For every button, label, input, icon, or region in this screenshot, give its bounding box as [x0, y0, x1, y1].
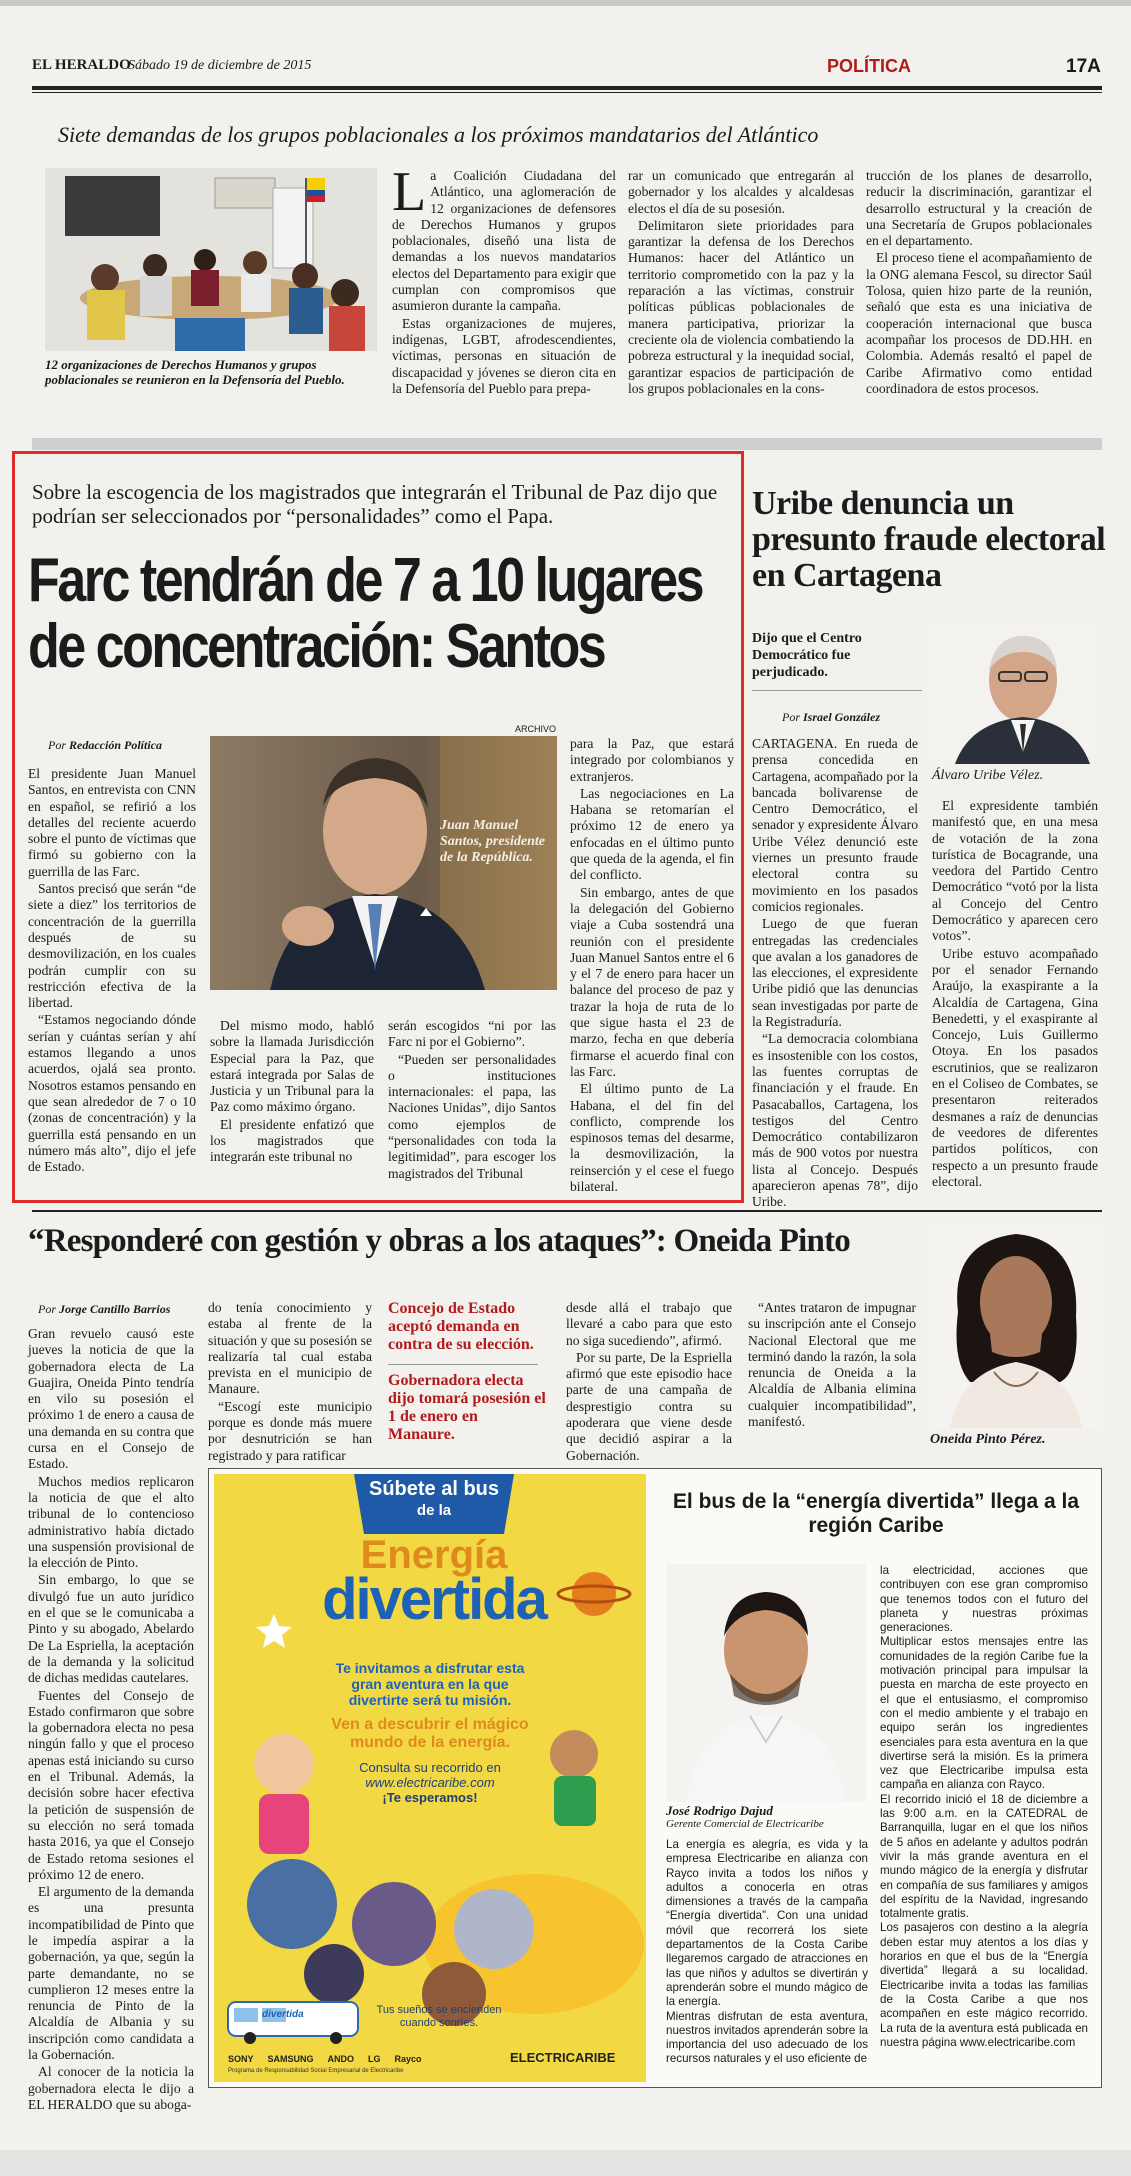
uribe-byline-name: Israel González — [803, 710, 881, 724]
sponsor-logo: ANDO — [327, 2054, 355, 2064]
farc-byline-prefix: Por — [48, 738, 66, 752]
uribe-headline: Uribe denuncia un presunto fraude electoral en Cartagena — [752, 485, 1106, 594]
ad-wait: ¡Te esperamos! — [382, 1790, 478, 1805]
pinto-byline — [38, 1302, 170, 1317]
ad-article-col1-p2: Mientras disfrutan de esta aventura, nuestros invitados aprenderán sobre la importancia del uso adecuado de los recursos naturales y el uso eficiente de — [666, 2009, 868, 2066]
pinto-photo — [930, 1222, 1102, 1428]
pinto-col1-p4: Fuentes del Consejo de Estado confirmaron que sobre la gobernadora electa no pesa ningún fallo y que el proceso apenas está iniciando su curso en el Tribunal. Además, la decisión sobre hacer efectiva la petición de suspensión de su elección no será tomada hasta 2016, ya que el Consejo de Estado retoma sesiones el próximo 12 de enero. — [28, 1687, 194, 1882]
uribe-byline-prefix: Por — [782, 710, 800, 724]
ad-tagline-2: de la — [416, 1502, 452, 1519]
uribe-deck-rule — [752, 690, 922, 691]
uribe-col2 — [932, 798, 1098, 1191]
farc-col1-p2: Santos precisó que serán “de siete a diez” los territorios de concentración de la guerrilla después de su desmovilización, en los cuales podrán cumplir con su restricción efectiva de la libertad. — [28, 881, 196, 1011]
farc-byline-name: Redacción Política — [69, 738, 162, 752]
top-story-col2-p2: Delimitaron siete prioridades para garantizar la defensa de los Derechos Humanos: hacer del Atlántico un territorio comprometido con la paz y la reparación a las víctimas, construir políticas públicas poblacionales de manera participativa, priorizar la creciente ola de violencia combatiendo la pobreza estructural y la inequidad social, garantizar espacios de participación de los grupos poblacionales en la cons- — [628, 217, 854, 396]
top-story-lede: a Coalición Ciudadana del Atlántico, una aglomeración de 12 organizaciones de defensores de Derechos Humanos y grupos poblacionales, diseñó una lista de demandas a los nuevos mandatarios electos del Departamento para exigir que cumplan con compromisos que asumieron durante la campaña. — [392, 168, 616, 314]
pinto-top-rule — [32, 1210, 1102, 1212]
pinto-byline-name: Jorge Cantillo Barrios — [59, 1302, 171, 1316]
farc-col4 — [570, 736, 734, 1196]
top-story-col2 — [628, 168, 854, 398]
pinto-col5-p1: “Antes trataron de impugnar su inscripción ante el Consejo Nacional Electoral que me terminó dando la razón, la sola renuncia de Oneida a la Alcaldía de Albania elimina cualquier incompatibilidad”, manifestó. — [748, 1300, 916, 1430]
farc-col4-p3: Sin embargo, antes de que la delegación del Gobierno viaje a Cuba sostendrá una reunión con el presidente Juan Manuel Santos entre el 6 y el 7 de enero para hacer un balance del proceso de paz y trazar la hoja de ruta de lo que sigue hasta el 23 de marzo, fecha en que debería firmarse el acuerdo final con las Farc. — [570, 884, 734, 1079]
uribe-col2-p2: Uribe estuvo acompañado por el senador Fernando Araújo, la exaspirante a la Alcaldía de Cartagena, Gina Benedetti, y el exaspirante al Concejo, Luis Guillermo Otoya. En los pasados escrutinios, que se realizaron en el Coliseo de Combates, se presentaron reiterados desmanes a raíz de denuncias de veedores de diferentes partidos políticos, con respecto a un presunto fraude electoral. — [932, 945, 1098, 1189]
pinto-highlight-rule — [388, 1364, 538, 1365]
masthead-rule-thin — [32, 92, 1102, 93]
meeting-photo — [45, 168, 377, 351]
top-story-col1 — [392, 161, 616, 398]
ad-consult: Consulta su recorrido en — [359, 1760, 501, 1775]
uribe-photo — [925, 622, 1100, 764]
sponsor-logo: SAMSUNG — [267, 2054, 314, 2064]
pinto-col4 — [566, 1300, 732, 1465]
farc-kicker: Sobre la escogencia de los magistrados que integrarán el Tribunal de Paz dijo que podrían ser seleccionados por “personalidades” como el Papa. — [32, 480, 718, 528]
ad-invite: Te invitamos a disfrutar esta gran aventura en la que divertirte será tu misión. — [335, 1660, 525, 1708]
ad-company-logo: ELECTRICARIBE — [510, 2050, 616, 2065]
dajud-name: José Rodrigo Dajud — [666, 1803, 773, 1818]
farc-col2-p2: El presidente enfatizó que los magistrados que integrarán este tribunal no — [210, 1116, 374, 1165]
top-story-headline: Siete demandas de los grupos poblacionales a los próximos mandatarios del Atlántico — [58, 122, 819, 147]
pinto-headline: “Responderé con gestión y obras a los ataques”: Oneida Pinto — [28, 1223, 850, 1259]
pinto-col5 — [748, 1300, 916, 1431]
ad-tagline-1: Súbete al bus — [368, 1478, 500, 1500]
top-story-col3-p2: El proceso tiene el acompañamiento de la ONG alemana Fescol, su director Saúl Tolosa, quien hizo parte de la reunión, señaló que esta es una iniciativa de cooperación internacional que busca acompañar los procesos de DD.HH. en Colombia. Además resaltó el papel de Caribe Afirmativo como entidad coordinadora de estos procesos. — [866, 250, 1092, 396]
pinto-col1-p1: Gran revuelo causó este jueves la noticia de que la gobernadora electa de La Guajira, Oneida Pinto tendría en vilo su posesión el próximo 1 de enero a causa de una demanda en su contra que cursa en el Consejo de Estado. — [28, 1326, 194, 1472]
sponsor-logo: LG — [368, 2054, 381, 2064]
farc-col1-p3: “Estamos negociando dónde serían y cuántas serían y ahí estamos llegando a unos acuerdos, ojalá sea pronto. Nosotros estamos pensando en que sean alrededor de 7 o 10 (zonas de concentración) y la guerrilla está pensando en un número más alto”, dijo el jefe de Estado. — [28, 1012, 196, 1175]
ad-brand-2: divertida — [322, 1567, 546, 1632]
drop-cap: L — [392, 161, 427, 223]
bottom-margin-strip — [0, 2150, 1131, 2176]
farc-col2-p1: Del mismo modo, habló sobre la llamada Jurisdicción Especial para la Paz, que estará integrada por Salas de Justicia y un Tribunal para la Paz como máximo órgano. — [210, 1018, 374, 1115]
masthead-rule — [32, 86, 1102, 90]
ad-url[interactable]: www.electricaribe.com — [365, 1775, 495, 1790]
uribe-col2-p1: El expresidente también manifestó que, en una mesa de votación de la zona turística de Bocagrande, una veedora del Partido Centro Democrático “votó por la lista al Concejo del Centro Democrático y aparecen cero votos”. — [932, 798, 1098, 944]
farc-col3-p2: “Pueden ser personalidades o instituciones internacionales: el papa, las Naciones Unidas”, dijo Santos como ejemplos de “personalidades con toda la legitimidad”, para escoger los magistrados del Tribunal — [388, 1051, 556, 1181]
farc-headline — [28, 546, 703, 681]
pinto-col1-p3: Sin embargo, lo que se divulgó fue un auto jurídico en el que se le comunicaba a Pinto y su abogado, Abelardo De La Espriella, la aceptación de la demanda y la solicitud de dichas medidas cautelares. — [28, 1572, 194, 1686]
ad-article-col1 — [666, 1838, 868, 2067]
farc-col3-p1: serán escogidos “ni por las Farc ni por el Gobierno”. — [388, 1018, 556, 1050]
farc-col1-p1: El presidente Juan Manuel Santos, en entrevista con CNN en español, se refirió a los detalles del reciente acuerdo sobre el punto de víctimas que firmó su gobierno con la guerrilla de las Farc. — [28, 766, 196, 879]
pinto-col1-p2: Muchos medios replicaron la noticia de que el alto tribunal de lo contencioso administrativo había dictado una suspensión provisional de la elección de Pinto. — [28, 1473, 194, 1571]
masthead-paper: EL HERALDO — [32, 57, 131, 73]
farc-col1 — [28, 766, 196, 1176]
farc-col4-p4: El último punto de La Habana, el del fin del conflicto, comprende los espinosos temas del desarme, la desmovilización, la reinserción y el cese el fuego bilateral. — [570, 1081, 734, 1195]
ad-article-col2-p4: Los pasajeros con destino a la alegría deben estar muy atentos a los días y horarios en que el bus de la “Energía divertida” llegará a su localidad. Electricaribe invita a todas las familias de la Costa Caribe a que nos acompañen en este mágico recorrido. La ruta de la aventura está publicada en nuestra página www.electricaribe.com — [880, 1921, 1088, 2049]
pinto-col1-p6: Al conocer de la noticia la gobernadora electa le dijo a EL HERALDO que su aboga- — [28, 2064, 194, 2112]
farc-col4-p2: Las negociaciones en La Habana se retomarían el próximo 12 de enero ya enfocadas en el último punto que queda de la agenda, el fin del conflicto. — [570, 785, 734, 883]
pinto-byline-prefix: Por — [38, 1302, 56, 1316]
top-story-col3 — [866, 168, 1092, 398]
pinto-col1 — [28, 1326, 194, 2114]
pinto-highlight-2: Gobernadora electa dijo tomará posesión el 1 de enero en Manaure. — [388, 1372, 546, 1443]
ad-discover: Ven a descubrir el mágico mundo de la energía. — [331, 1716, 529, 1751]
pinto-highlight-1: Concejo de Estado aceptó demanda en contra de su elección. — [388, 1300, 534, 1353]
ad-poster — [214, 1474, 646, 2082]
uribe-col1-p1: CARTAGENA. En rueda de prensa concedida en Cartagena, acompañado por la bancada bolivarense de Centro Democrático, el senador y expresidente Álvaro Uribe Vélez denunció este viernes un presunto fraude electoral contra su movimiento en los pasados comicios regionales. — [752, 736, 918, 914]
ad-article-col2-p1: la electricidad, acciones que contribuyen con ese gran compromiso que tenemos todos con el futuro del planeta y nuestras próximas generaciones. — [880, 1564, 1088, 1635]
dajud-photo — [666, 1564, 866, 1802]
pinto-col2-p2: “Escogí este municipio porque es donde más muere por desnutrición se han registrado y para ratificar — [208, 1398, 372, 1463]
ad-article-title: El bus de la “energía divertida” llega a la región Caribe — [672, 1490, 1080, 1537]
ad-article-col2-p3: El recorrido inició el 18 de diciembre a las 9:00 a.m. en la CATEDRAL de Barranquilla, lugar en el que los niños de 5 años en adelante y adultos podrán vivir la más grande aventura en el mundo mágico de la energía y disfrutar en compañía de sus familiares y amigos del espíritu de la Navidad, ingresando totalmente gratis. — [880, 1792, 1088, 1921]
farc-headline-text: Farc tendrán de 7 a 10 lugares de concentración: Santos — [28, 546, 703, 681]
uribe-byline — [782, 710, 880, 725]
section-label: POLÍTICA — [827, 56, 911, 76]
top-story-col3-p1: trucción de los planes de desarrollo, reducir la discriminación, garantizar el desarrollo estructural y la creación de una Secretaría de Grupos poblacionales en el departamento. — [866, 168, 1092, 249]
page-number: 17A — [1066, 56, 1101, 77]
ad-fineprint: Programa de Responsabilidad Social Empresarial de Electricaribe — [228, 2068, 404, 2074]
santos-photo-caption: Juan Manuel Santos, presidente de la República. — [440, 818, 546, 865]
pinto-col2-p1: do tenía conocimiento y estaba al frente de la situación y que su posesión se realizaría tal cual estaba prevista en el municipio de Manaure. — [208, 1300, 372, 1397]
farc-byline — [48, 738, 162, 753]
top-margin-strip — [0, 0, 1131, 6]
dajud-title: Gerente Comercial de Electricaribe — [666, 1818, 824, 1830]
ad-article-col2-p2: Multiplicar estos mensajes entre las comunidades de la región Caribe fue la motivación principal para impulsar la puesta en marcha de este proyecto en el que el entusiasmo, el compromiso con el medio ambiente y el trabajo en equipo serán los ingredientes esenciales para esta aventura en la que divertirse será la misión. Es la primera vez que Electricaribe impulsa esta campaña en alianza con Rayco. — [880, 1635, 1088, 1792]
uribe-photo-caption: Álvaro Uribe Vélez. — [932, 768, 1044, 783]
uribe-col1-p2: Luego de que fueran entregadas las credenciales que avalan a los ganadores de las elecciones, el expresidente Uribe pidió que las denuncias sean investigadas por parte de la Registraduría. — [752, 916, 918, 1030]
masthead-date: Sábado 19 de diciembre de 2015 — [128, 58, 312, 73]
sponsor-logo: SONY — [228, 2054, 254, 2064]
farc-col3 — [388, 1018, 556, 1183]
ad-article-col2 — [880, 1564, 1088, 2050]
photo-credit: ARCHIVO — [515, 724, 557, 734]
uribe-deck: Dijo que el Centro Democrático fue perjudicado. — [752, 631, 862, 680]
uribe-col1 — [752, 736, 918, 1212]
ad-brand-1: Energía — [360, 1533, 508, 1577]
pinto-photo-caption: Oneida Pinto Pérez. — [930, 1432, 1046, 1447]
section-divider-strip — [32, 438, 1102, 450]
pinto-col4-p1: desde allá el trabajo que llevaré a cabo para que esto no siga sucediendo”, afirmó. — [566, 1300, 732, 1348]
ad-sponsors — [228, 2054, 468, 2064]
farc-col4-p1: para la Paz, que estará integrado por colombianos y extranjeros. — [570, 736, 734, 784]
uribe-col1-p3: “La democracia colombiana es insostenible con los costos, las fuentes corruptas de financiación y el fraude. En Pasacaballos, Cartagena, los testigos del Centro Democrático contabilizaron más de 900 votos por nuestra lista al Concejo. Después aparecieron apenas 78”, dijo Uribe. — [752, 1031, 918, 1210]
ad-dreams: Tus sueños se encienden cuando sonríes. — [376, 2004, 502, 2029]
ad-bus-text: divertida — [262, 2009, 304, 2020]
top-story-col1-p2: Estas organizaciones de mujeres, indígenas, LGBT, afrodescendientes, víctimas, personas en situación de discapacidad y jóvenes se dieron cita en la Defensoría del Pueblo para prepa- — [392, 315, 616, 396]
meeting-photo-caption: 12 organizaciones de Derechos Humanos y grupos poblacionales se reunieron en la Defensoría del Pueblo. — [45, 357, 345, 387]
farc-col2 — [210, 1018, 374, 1167]
top-story-col2-p1: rar un comunicado que entregarán al gobernador y los alcaldes y alcaldesas electos el día de su posesión. — [628, 168, 854, 216]
ad-article-col1-p1: La energía es alegría, es vida y la empresa Electricaribe en alianza con Rayco invita a todos los niños y adultos a conocerla en otras dimensiones a través de la campaña “Energía divertida”. Con una unidad móvil que recorrerá los siete departamentos de la Costa Caribe llegaremos cargado de atracciones en las que niños y adultos se divertirán y aprenderán sobre el mundo mágico de la energía. — [666, 1838, 868, 2009]
pinto-col1-p5: El argumento de la demanda es una presunta incompatibilidad de Pinto que le impedía aspirar a la gobernación, ya que, según la parte demandante, no se cumplieron 12 meses entre la renuncia de Pinto de la Alcaldía de Albania y su inscripción como candidata a la Gobernación. — [28, 1884, 194, 2063]
pinto-col2 — [208, 1300, 372, 1465]
pinto-col4-p2: Por su parte, De la Espriella afirmó que este episodio hace parte de una campaña de desprestigio contra su apoderara que viene desde que decidió aspirar a la Gobernación. — [566, 1349, 732, 1463]
sponsor-logo: Rayco — [394, 2054, 422, 2064]
